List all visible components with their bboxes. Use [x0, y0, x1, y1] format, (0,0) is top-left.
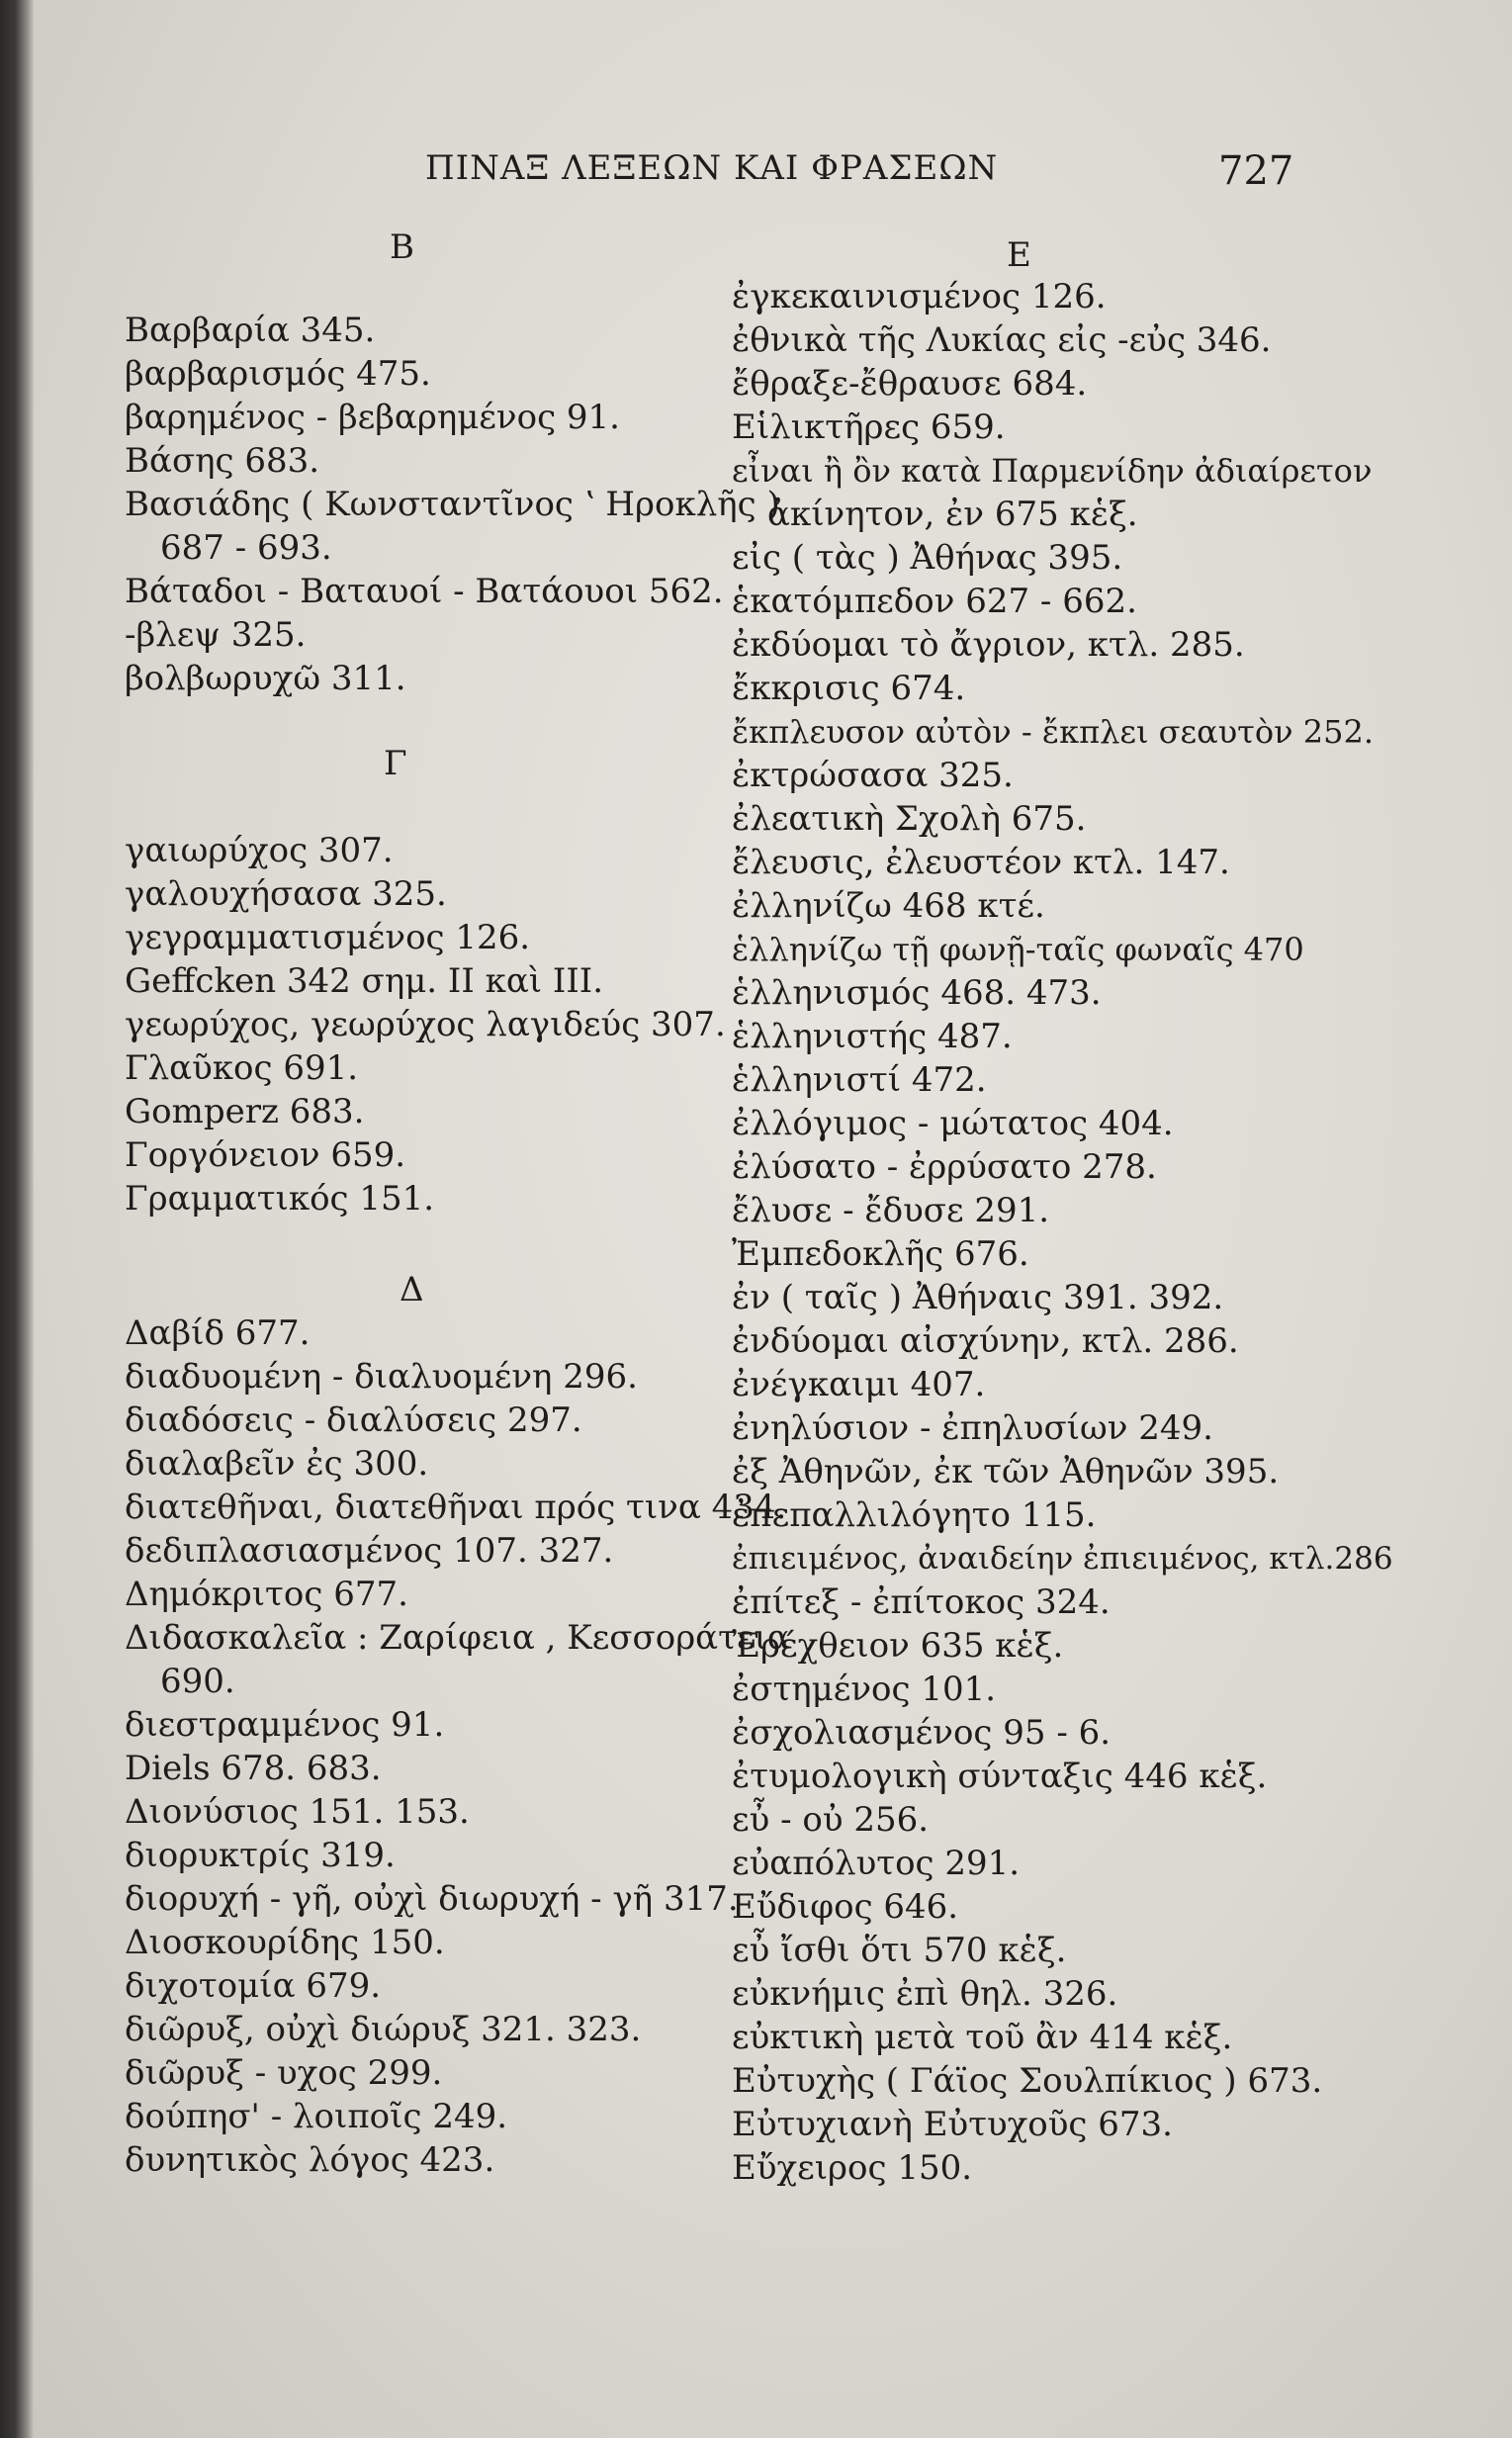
- section-letter-beta: Β: [390, 227, 414, 267]
- index-entry: Εὐτυχιανὴ Εὐτυχοῦς 673.: [732, 2105, 1173, 2144]
- index-entry: ἔλυσε - ἔδυσε 291.: [732, 1191, 1050, 1230]
- book-spine-shadow: [0, 0, 34, 2438]
- index-entry: διεστραμμένος 91.: [125, 1705, 445, 1745]
- index-entry: Ἐμπεδοκλῆς 676.: [732, 1234, 1029, 1274]
- index-entry: Εὐτυχὴς ( Γάϊος Σουλπίκιος ) 673.: [732, 2061, 1323, 2101]
- index-entry: ἑλληνιστί 472.: [732, 1060, 987, 1100]
- index-entry: ἐνέγκαιμι 407.: [732, 1365, 986, 1404]
- index-entry: ἑκατόμπεδον 627 - 662.: [732, 582, 1137, 621]
- index-entry: Ἐρέχθειον 635 κἑξ.: [732, 1626, 1064, 1666]
- index-entry: εὐκνήμις ἐπὶ θηλ. 326.: [732, 1974, 1118, 2014]
- index-entry: Γλαῦκος 691.: [125, 1048, 359, 1088]
- index-entry: γαιωρύχος 307.: [125, 831, 394, 870]
- section-letter-epsilon: Ε: [1007, 235, 1031, 275]
- index-entry: ἐγκεκαινισμένος 126.: [732, 277, 1107, 316]
- index-entry: ἐκδύομαι τὸ ἄγριον, κτλ. 285.: [732, 625, 1245, 665]
- index-entry: ἐπιειμένος, ἀναιδείην ἐπιειμένος, κτλ.286: [732, 1541, 1393, 1577]
- index-entry: ἐν ( ταῖς ) Ἀθήναις 391. 392.: [732, 1278, 1224, 1317]
- index-entry: γαλουχήσασα 325.: [125, 874, 447, 914]
- index-entry: ἐνηλύσιον - ἐπηλυσίων 249.: [732, 1408, 1213, 1448]
- index-entry: Βάταδοι - Βαταυοί - Βατάουοι 562.: [125, 572, 724, 611]
- section-letter-delta: Δ: [400, 1270, 424, 1309]
- index-entry: ἔλευσις, ἐλευστέον κτλ. 147.: [732, 843, 1230, 882]
- index-entry: Βαρβαρία 345.: [125, 311, 376, 350]
- index-entry: εἶναι ἢ ὂν κατὰ Παρμενίδην ἀδιαίρετον: [732, 452, 1373, 490]
- index-entry: διαδόσεις - διαλύσεις 297.: [125, 1400, 582, 1440]
- index-entry: διορυκτρίς 319.: [125, 1836, 396, 1875]
- index-entry-continuation: 690.: [160, 1662, 235, 1701]
- index-entry: ἐπεπαλλιλόγητο 115.: [732, 1495, 1097, 1535]
- index-entry: ἐνδύομαι αἰσχύνην, κτλ. 286.: [732, 1321, 1239, 1361]
- index-entry: Δαβίδ 677.: [125, 1313, 311, 1353]
- index-entry: βαρβαρισμός 475.: [125, 354, 431, 394]
- page-number: 727: [1218, 148, 1294, 194]
- index-entry: εἰς ( τὰς ) Ἀθήνας 395.: [732, 538, 1123, 578]
- index-entry: Γραμματικός 151.: [125, 1179, 435, 1219]
- index-entry: Διονύσιος 151. 153.: [125, 1792, 470, 1832]
- index-entry: βαρημένος - βεβαρημένος 91.: [125, 398, 620, 437]
- index-entry: Βάσης 683.: [125, 441, 320, 481]
- index-entry: ἐξ Ἀθηνῶν, ἐκ τῶν Ἀθηνῶν 395.: [732, 1452, 1280, 1491]
- index-entry: ἔθραξε-ἔθραυσε 684.: [732, 364, 1088, 404]
- index-entry: γεωρύχος, γεωρύχος λαγιδεύς 307.: [125, 1005, 726, 1044]
- index-entry: ἐστημένος 101.: [732, 1670, 997, 1709]
- index-entry: Gomperz 683.: [125, 1092, 365, 1131]
- index-entry: Geffcken 342 σημ. II καὶ III.: [125, 961, 604, 1001]
- index-entry: διατεθῆναι, διατεθῆναι πρός τινα 434.: [125, 1488, 787, 1527]
- index-entry: ἐτυμολογικὴ σύνταξις 446 κἑξ.: [732, 1757, 1268, 1796]
- index-entry: ἐκτρώσασα 325.: [732, 756, 1014, 795]
- index-entry: ἑλληνίζω τῇ φωνῇ-ταῖς φωναῖς 470: [732, 931, 1304, 968]
- index-entry: δούπησ' - λοιποῖς 249.: [125, 2097, 508, 2136]
- index-entry: ἐλύσατο - ἐρρύσατο 278.: [732, 1147, 1157, 1187]
- index-entry: Εὔδιφος 646.: [732, 1887, 959, 1927]
- index-entry-continuation: 687 - 693.: [160, 528, 332, 568]
- index-entry: ἑλληνισμός 468. 473.: [732, 973, 1102, 1013]
- index-entry: διαλαβεῖν ἐς 300.: [125, 1444, 429, 1484]
- index-entry: διαδυομένη - διαλυομένη 296.: [125, 1357, 638, 1397]
- index-entry: ἐλληνίζω 468 κτέ.: [732, 886, 1045, 926]
- index-entry: Εὔχειρος 150.: [732, 2148, 973, 2188]
- index-entry: ἐθνικὰ τῆς Λυκίας εἰς -εὐς 346.: [732, 320, 1272, 360]
- index-entry: εὐαπόλυτος 291.: [732, 1844, 1021, 1883]
- index-entry: εὖ - οὐ 256.: [732, 1800, 930, 1840]
- index-entry: ἐπίτεξ - ἐπίτοκος 324.: [732, 1582, 1111, 1622]
- index-entry: δεδιπλασιασμένος 107. 327.: [125, 1531, 614, 1571]
- index-entry: ἐσχολιασμένος 95 - 6.: [732, 1713, 1112, 1753]
- index-entry: εὐκτικὴ μετὰ τοῦ ἂν 414 κἑξ.: [732, 2018, 1233, 2057]
- index-entry: Γοργόνειον 659.: [125, 1135, 406, 1175]
- index-entry: ἔκκρισις 674.: [732, 669, 966, 708]
- index-entry: Βασιάδης ( Κωνσταντῖνος ʽ Ηροκλῆς ): [125, 485, 780, 524]
- index-entry: ἑλληνιστής 487.: [732, 1017, 1013, 1056]
- index-entry: ἐλλόγιμος - μώτατος 404.: [732, 1104, 1174, 1143]
- index-entry: βολβωρυχῶ 311.: [125, 659, 406, 698]
- section-letter-gamma: Γ: [384, 744, 407, 783]
- index-entry: ἔκπλευσον αὐτὸν - ἔκπλει σεαυτὸν 252.: [732, 713, 1374, 751]
- index-entry: διῶρυξ, οὐχὶ διώρυξ 321. 323.: [125, 2010, 642, 2049]
- index-entry-continuation: ἀκίνητον, ἐν 675 κἑξ.: [767, 495, 1138, 534]
- index-entry: διορυχή - γῆ, οὐχὶ διωρυχή - γῆ 317.: [125, 1879, 739, 1919]
- index-entry: διῶρυξ - υχος 299.: [125, 2053, 443, 2093]
- running-title: ΠΙΝΑΞ ΛΕΞΕΩΝ ΚΑΙ ΦΡΑΣΕΩΝ: [425, 148, 999, 188]
- index-entry: ἐλεατικὴ Σχολὴ 675.: [732, 799, 1087, 839]
- index-entry: Diels 678. 683.: [125, 1749, 382, 1788]
- index-entry: δυνητικὸς λόγος 423.: [125, 2140, 495, 2180]
- index-entry: διχοτομία 679.: [125, 1966, 382, 2006]
- index-entry: -βλεψ 325.: [125, 615, 307, 655]
- index-entry: Διοσκουρίδης 150.: [125, 1923, 445, 1962]
- index-entry: εὖ ἴσθι ὅτι 570 κἑξ.: [732, 1931, 1067, 1970]
- index-entry: Διδασκαλεῖα : Ζαρίφεια , Κεσσοράτεια: [125, 1618, 790, 1658]
- index-entry: γεγραμματισμένος 126.: [125, 918, 531, 957]
- index-entry: Εἱλικτῆρες 659.: [732, 407, 1006, 447]
- index-entry: Δημόκριτος 677.: [125, 1575, 408, 1614]
